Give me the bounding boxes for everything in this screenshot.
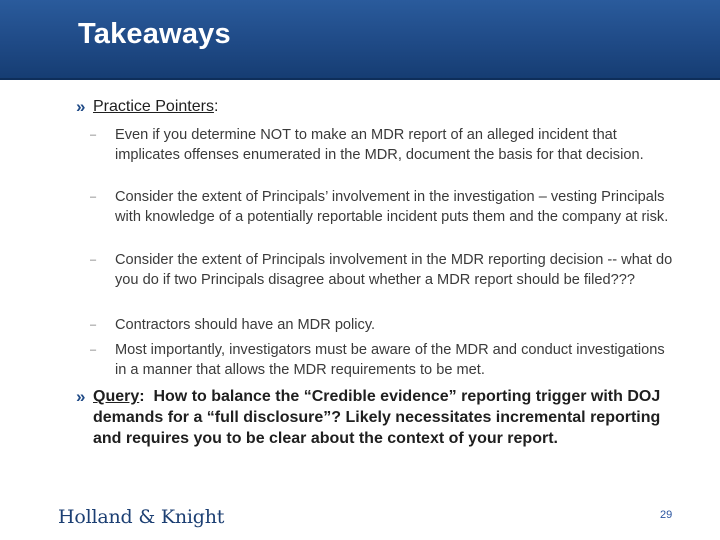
bullet-arrow-icon: »: [76, 97, 86, 116]
dash-icon: –: [90, 129, 97, 141]
dash-icon: –: [90, 254, 97, 266]
sub-bullet-text: Consider the extent of Principals’ involvement in the investigation – vesting Principals with knowledge of a potentially reportable incident puts them and the company at risk.: [115, 189, 669, 225]
sub-bullet: [90, 187, 680, 227]
bullet-text: [93, 96, 676, 117]
sub-bullet: [90, 125, 680, 165]
title-bar: [0, 0, 720, 78]
bullet-text: [93, 386, 676, 449]
dash-icon: –: [90, 344, 97, 356]
sub-bullet-text: Even if you determine NOT to make an MDR report of an alleged incident that implicates offenses enumerated in the MDR, document the basis for that decision.: [115, 127, 644, 163]
query-colon: :: [139, 388, 145, 405]
title-bar-divider: [0, 78, 720, 80]
sub-bullet: [90, 315, 680, 335]
page-number: 29: [660, 509, 673, 521]
sub-bullet: [90, 340, 680, 380]
query-text: How to balance the “Credible evidence” reporting trigger with DOJ demands for a “full disclosure”? Likely necessitates incremental reporting and requires you to be clear about the context of your report.: [93, 388, 661, 447]
sub-bullet: [90, 250, 680, 290]
sub-bullet-text: Most importantly, investigators must be aware of the MDR and conduct investigations in a manner that allows the MDR requirements to be met.: [115, 342, 665, 378]
sub-bullet-text: Consider the extent of Principals involvement in the MDR reporting decision -- what do you do if two Principals disagree about whether a MDR report should be filed???: [115, 252, 673, 288]
query-label: Query: [93, 388, 140, 405]
dash-icon: –: [90, 319, 97, 331]
bullet-query: [76, 386, 676, 449]
bullet-arrow-icon: »: [76, 387, 86, 406]
holland-knight-logo: Holland & Knight: [58, 506, 225, 528]
dash-icon: –: [90, 191, 97, 203]
sub-bullet-text: Contractors should have an MDR policy.: [115, 317, 376, 333]
bullet-practice-pointers: [76, 96, 676, 117]
slide-title: Takeaways: [78, 18, 231, 50]
practice-pointers-label: Practice Pointers: [93, 98, 214, 115]
practice-pointers-colon: :: [213, 98, 219, 115]
